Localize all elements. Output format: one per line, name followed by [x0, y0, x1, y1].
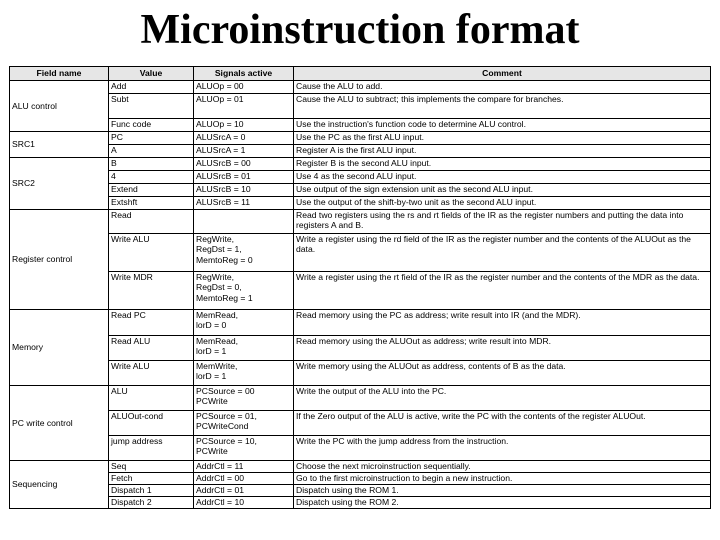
value-cell: PC	[109, 132, 194, 145]
value-cell: Write ALU	[109, 361, 194, 386]
header-comment: Comment	[294, 67, 711, 81]
signal-line: ALUSrcA = 1	[196, 145, 246, 155]
comment-cell: If the Zero output of the ALU is active, write the PC with the contents of the register ALUOut.	[294, 411, 711, 436]
table-row	[10, 461, 711, 473]
header-field-name: Field name	[10, 67, 109, 81]
signal-line: ALUSrcB = 00	[196, 158, 251, 168]
signals-active-cell	[194, 386, 294, 411]
value-cell: ALUOut-cond	[109, 411, 194, 436]
signal-line: MemRead,	[196, 310, 239, 320]
signal-line: ALUOp = 01	[196, 94, 244, 104]
signal-line: ALUSrcB = 01	[196, 171, 251, 181]
signals-active-cell	[194, 234, 294, 272]
table-row	[10, 197, 711, 210]
signal-line: RegWrite,	[196, 272, 235, 282]
signal-line: AddrCtl = 10	[196, 497, 245, 507]
value-cell: Seq	[109, 461, 194, 473]
value-cell: Read PC	[109, 310, 194, 336]
table-row	[10, 361, 711, 386]
table-row	[10, 145, 711, 158]
signal-line: RegWrite,	[196, 234, 235, 244]
value-cell: B	[109, 158, 194, 171]
value-cell: Write ALU	[109, 234, 194, 272]
field-name-cell: PC write control	[10, 386, 109, 461]
comment-cell: Write a register using the rt field of the IR as the register number and the contents of the MDR as the data.	[294, 272, 711, 310]
value-cell: Extshft	[109, 197, 194, 210]
signal-line: ALUOp = 10	[196, 119, 244, 129]
comment-cell: Choose the next microinstruction sequentially.	[294, 461, 711, 473]
signal-line: ALUSrcB = 11	[196, 197, 251, 207]
signal-line: PCSource = 00	[196, 386, 255, 396]
table-row	[10, 310, 711, 336]
value-cell: jump address	[109, 436, 194, 461]
comment-cell: Read memory using the ALUOut as address; write result into MDR.	[294, 336, 711, 361]
signal-line: lorD = 1	[196, 371, 227, 382]
slide-title: Microinstruction format	[140, 7, 580, 53]
signal-line: MemtoReg = 0	[196, 254, 253, 265]
table-row	[10, 94, 711, 119]
signals-active-cell	[194, 197, 294, 210]
table-row	[10, 411, 711, 436]
signal-line: PCSource = 01,	[196, 411, 257, 421]
table-row	[10, 336, 711, 361]
signal-line: PCSource = 10,	[196, 436, 257, 446]
table-row	[10, 184, 711, 197]
signal-line: RegDst = 1,	[196, 244, 242, 255]
comment-cell: Read memory using the PC as address; write result into IR (and the MDR).	[294, 310, 711, 336]
signal-line: RegDst = 0,	[196, 282, 242, 293]
microinstruction-format-table	[9, 66, 711, 509]
signal-line: AddrCtl = 01	[196, 485, 245, 495]
value-cell: Fetch	[109, 473, 194, 485]
table-row	[10, 81, 711, 94]
header-value: Value	[109, 67, 194, 81]
signals-active-cell	[194, 272, 294, 310]
field-name-cell: Sequencing	[10, 461, 109, 509]
comment-cell: Write a register using the rd field of the IR as the register number and the contents of the ALUOut as the data.	[294, 234, 711, 272]
comment-cell: Dispatch using the ROM 2.	[294, 497, 711, 509]
table-row	[10, 171, 711, 184]
value-cell: Write MDR	[109, 272, 194, 310]
table-body	[10, 81, 711, 509]
value-cell: Read ALU	[109, 336, 194, 361]
table-row	[10, 119, 711, 132]
table-row	[10, 210, 711, 234]
value-cell: Func code	[109, 119, 194, 132]
signals-active-cell	[194, 184, 294, 197]
signals-active-cell	[194, 361, 294, 386]
table-row	[10, 386, 711, 411]
signal-line: PCWriteCond	[196, 421, 249, 432]
signal-line: AddrCtl = 11	[196, 461, 244, 471]
comment-cell: Use 4 as the second ALU input.	[294, 171, 711, 184]
signals-active-cell	[194, 171, 294, 184]
signals-active-cell	[194, 94, 294, 119]
header-signals-active: Signals active	[194, 67, 294, 81]
table-row	[10, 485, 711, 497]
field-name-cell: Register control	[10, 210, 109, 310]
value-cell: Dispatch 1	[109, 485, 194, 497]
comment-cell: Write the PC with the jump address from the instruction.	[294, 436, 711, 461]
signal-line: AddrCtl = 00	[196, 473, 245, 483]
signal-line: ALUSrcA = 0	[196, 132, 246, 142]
comment-cell: Use the output of the shift-by-two unit as the second ALU input.	[294, 197, 711, 210]
table-row	[10, 497, 711, 509]
comment-cell: Go to the first microinstruction to begin a new instruction.	[294, 473, 711, 485]
signal-line: lorD = 0	[196, 320, 227, 331]
field-name-cell: SRC2	[10, 158, 109, 210]
comment-cell: Write memory using the ALUOut as address, contents of B as the data.	[294, 361, 711, 386]
field-name-cell: ALU control	[10, 81, 109, 132]
signals-active-cell	[194, 473, 294, 485]
value-cell: Dispatch 2	[109, 497, 194, 509]
signals-active-cell	[194, 336, 294, 361]
comment-cell: Use output of the sign extension unit as the second ALU input.	[294, 184, 711, 197]
signals-active-cell	[194, 210, 294, 234]
table-row	[10, 272, 711, 310]
table-row	[10, 473, 711, 485]
comment-cell: Read two registers using the rs and rt fields of the IR as the register numbers and putting the data into registers A and B.	[294, 210, 711, 234]
table-row	[10, 436, 711, 461]
signals-active-cell	[194, 132, 294, 145]
value-cell: Read	[109, 210, 194, 234]
signals-active-cell	[194, 436, 294, 461]
table-row	[10, 132, 711, 145]
table-row	[10, 158, 711, 171]
comment-cell: Cause the ALU to add.	[294, 81, 711, 94]
value-cell: A	[109, 145, 194, 158]
signals-active-cell	[194, 158, 294, 171]
signal-line: MemtoReg = 1	[196, 292, 253, 303]
signal-line: lorD = 1	[196, 346, 227, 357]
field-name-cell: Memory	[10, 310, 109, 386]
value-cell: Subt	[109, 94, 194, 119]
signals-active-cell	[194, 461, 294, 473]
signals-active-cell	[194, 411, 294, 436]
comment-cell: Register A is the first ALU input.	[294, 145, 711, 158]
comment-cell: Dispatch using the ROM 1.	[294, 485, 711, 497]
field-name-cell: SRC1	[10, 132, 109, 158]
comment-cell: Use the PC as the first ALU input.	[294, 132, 711, 145]
comment-cell: Write the output of the ALU into the PC.	[294, 386, 711, 411]
table-row	[10, 234, 711, 272]
signal-line: ALUOp = 00	[196, 81, 244, 91]
table-header-row	[10, 67, 711, 81]
comment-cell: Use the instruction's function code to determine ALU control.	[294, 119, 711, 132]
signals-active-cell	[194, 81, 294, 94]
signal-line: MemRead,	[196, 336, 239, 346]
signals-active-cell	[194, 119, 294, 132]
signal-line: ALUSrcB = 10	[196, 184, 251, 194]
signals-active-cell	[194, 485, 294, 497]
comment-cell: Register B is the second ALU input.	[294, 158, 711, 171]
value-cell: Extend	[109, 184, 194, 197]
comment-cell: Cause the ALU to subtract; this implements the compare for branches.	[294, 94, 711, 119]
signals-active-cell	[194, 310, 294, 336]
value-cell: Add	[109, 81, 194, 94]
signals-active-cell	[194, 145, 294, 158]
signal-line: PCWrite	[196, 396, 228, 407]
signals-active-cell	[194, 497, 294, 509]
signal-line: MemWrite,	[196, 361, 238, 371]
value-cell: ALU	[109, 386, 194, 411]
value-cell: 4	[109, 171, 194, 184]
signal-line: PCWrite	[196, 446, 228, 457]
